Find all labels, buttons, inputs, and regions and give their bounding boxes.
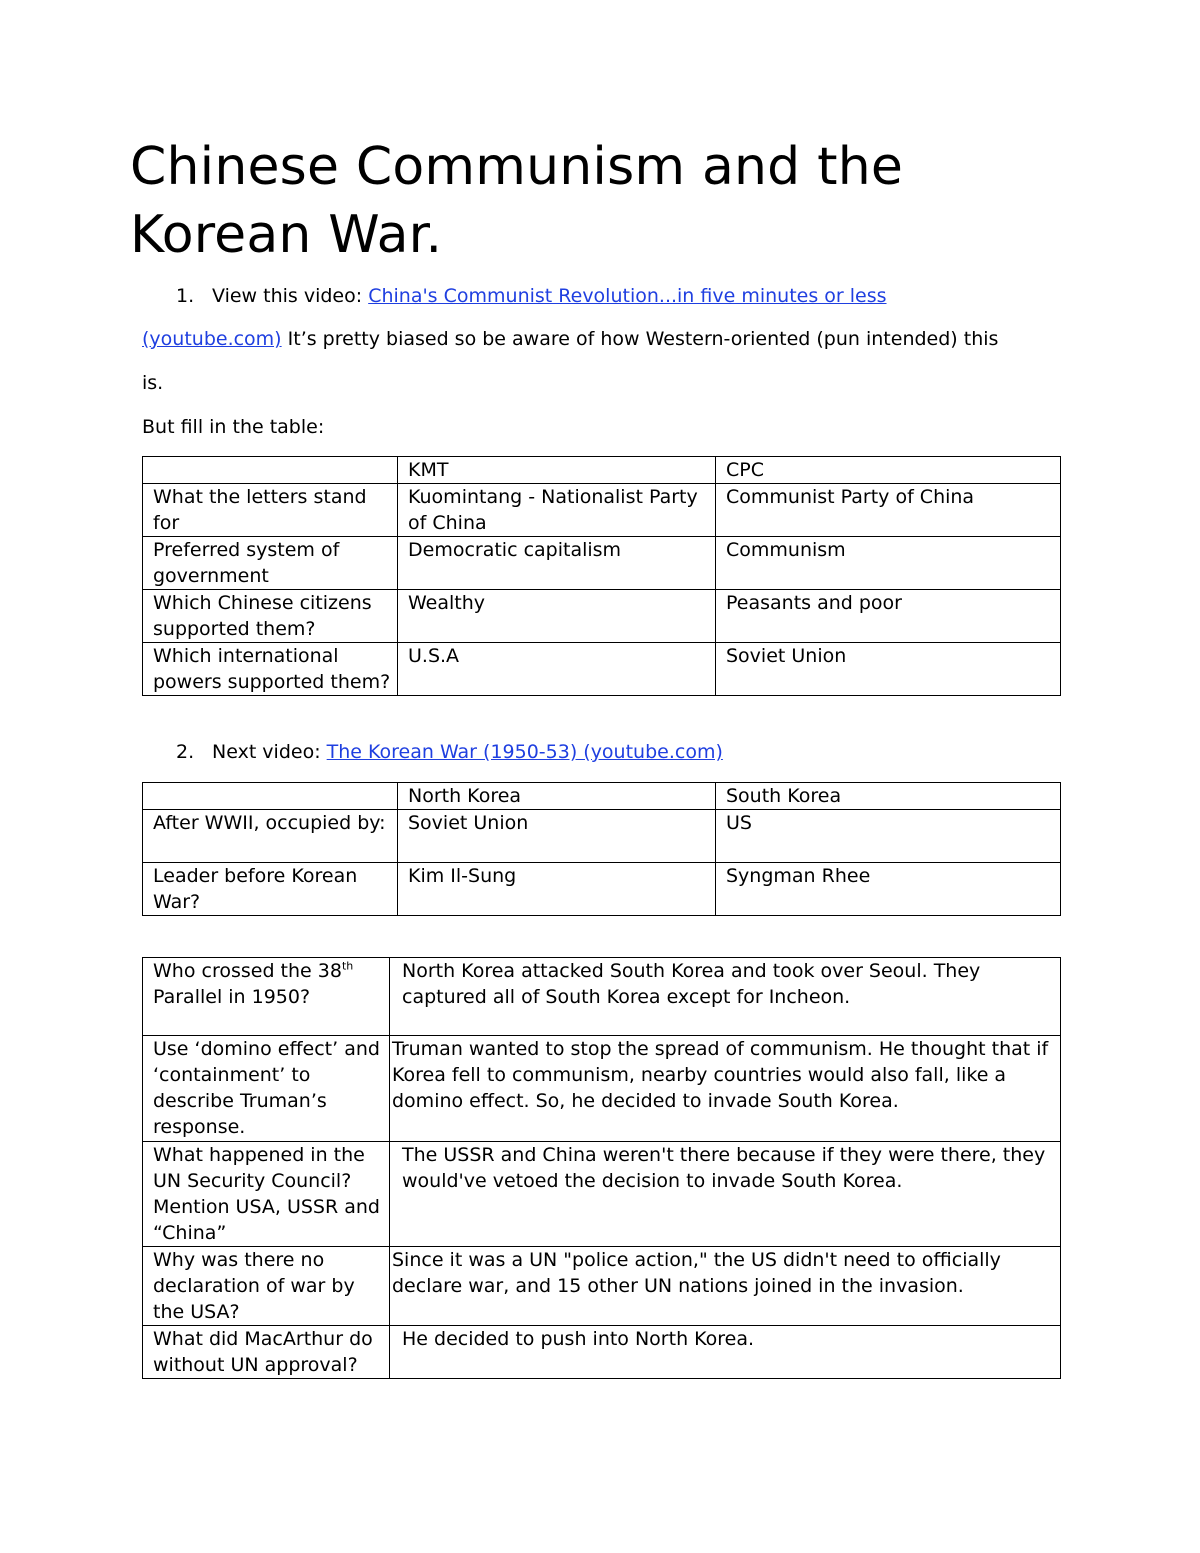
item-number: 1. [176, 285, 195, 307]
table-row [143, 643, 1061, 696]
question-cell: What happened in the UN Security Council? Mention USA, USSR and “China” [143, 1142, 390, 1247]
answer-cell: US [716, 810, 1061, 863]
question-cell: Which international powers supported them? [143, 643, 398, 696]
question-cell: After WWII, occupied by: [143, 810, 398, 863]
table-row [143, 537, 1061, 590]
answer-cell: Syngman Rhee [716, 863, 1061, 916]
video-link-china[interactable]: China's Communist Revolution...in five minutes or less [368, 285, 887, 307]
question-cell: What did MacArthur do without UN approval? [143, 1326, 390, 1379]
answer-cell: Soviet Union [716, 643, 1061, 696]
table-row [143, 1247, 1061, 1326]
answer-cell: He decided to push into North Korea. [390, 1326, 1061, 1379]
table-header-row [143, 457, 1061, 484]
table-row [143, 1036, 1061, 1142]
answer-cell: Communism [716, 537, 1061, 590]
question-cell [143, 958, 390, 1036]
answer-cell: Peasants and poor [716, 590, 1061, 643]
header-cell [143, 783, 398, 810]
youtube-link-china[interactable]: (youtube.com) [142, 328, 282, 350]
document-title: Chinese Communism and the Korean War. [130, 137, 904, 265]
header-cell [143, 457, 398, 484]
answer-cell: Kuomintang - Nationalist Party of China [398, 484, 716, 537]
question-cell: What the letters stand for [143, 484, 398, 537]
answer-cell: Democratic capitalism [398, 537, 716, 590]
question-text-rest: Parallel in 1950? [153, 986, 311, 1008]
question-cell: Why was there no declaration of war by the USA? [143, 1247, 390, 1326]
kmt-cpc-table [142, 456, 1061, 696]
item-number: 2. [176, 741, 195, 763]
answer-cell: The USSR and China weren't there because if they were there, they would've vetoed the decision to invade South Korea. [390, 1142, 1061, 1247]
video-link-korea[interactable]: The Korean War (1950-53) (youtube.com) [326, 741, 723, 763]
header-cell-south-korea: South Korea [716, 783, 1061, 810]
bias-note: It’s pretty biased so be aware of how Western-oriented (pun intended) this [281, 328, 999, 350]
table-row [143, 958, 1061, 1036]
table-row [143, 810, 1061, 863]
table-header-row [143, 783, 1061, 810]
table-row [143, 484, 1061, 537]
superscript-th: th [341, 959, 354, 973]
answer-cell: Kim Il-Sung [398, 863, 716, 916]
question-cell: Leader before Korean War? [143, 863, 398, 916]
instruction-item-1-cont [142, 326, 998, 352]
korea-table [142, 782, 1061, 916]
answer-cell: Communist Party of China [716, 484, 1061, 537]
header-cell-cpc: CPC [716, 457, 1061, 484]
question-cell: Preferred system of government [143, 537, 398, 590]
table-row [143, 590, 1061, 643]
table-row [143, 1142, 1061, 1247]
bias-note-tail: is. [142, 372, 164, 394]
table-row [143, 1326, 1061, 1379]
answer-cell: North Korea attacked South Korea and took over Seoul. They captured all of South Korea except for Incheon. [390, 958, 1061, 1036]
answer-cell: Soviet Union [398, 810, 716, 863]
korean-war-qa-table [142, 957, 1061, 1379]
answer-cell: Since it was a UN "police action," the US didn't need to officially declare war, and 15 other UN nations joined in the invasion. [390, 1247, 1061, 1326]
question-cell: Use ‘domino effect’ and ‘containment’ to describe Truman’s response. [143, 1036, 390, 1142]
item-prefix: Next video: [212, 741, 327, 763]
answer-cell: U.S.A [398, 643, 716, 696]
fill-instruction: But fill in the table: [142, 416, 325, 438]
header-cell-north-korea: North Korea [398, 783, 716, 810]
instruction-item-1 [176, 283, 887, 309]
question-text: Who crossed the 38 [153, 960, 342, 982]
answer-cell: Truman wanted to stop the spread of communism. He thought that if Korea fell to communism, nearby countries would also fall, like a domino effect. So, he decided to invade South Korea. [390, 1036, 1061, 1142]
header-cell-kmt: KMT [398, 457, 716, 484]
table-row [143, 863, 1061, 916]
item-prefix: View this video: [212, 285, 369, 307]
instruction-item-2 [176, 739, 723, 765]
answer-cell: Wealthy [398, 590, 716, 643]
question-cell: Which Chinese citizens supported them? [143, 590, 398, 643]
